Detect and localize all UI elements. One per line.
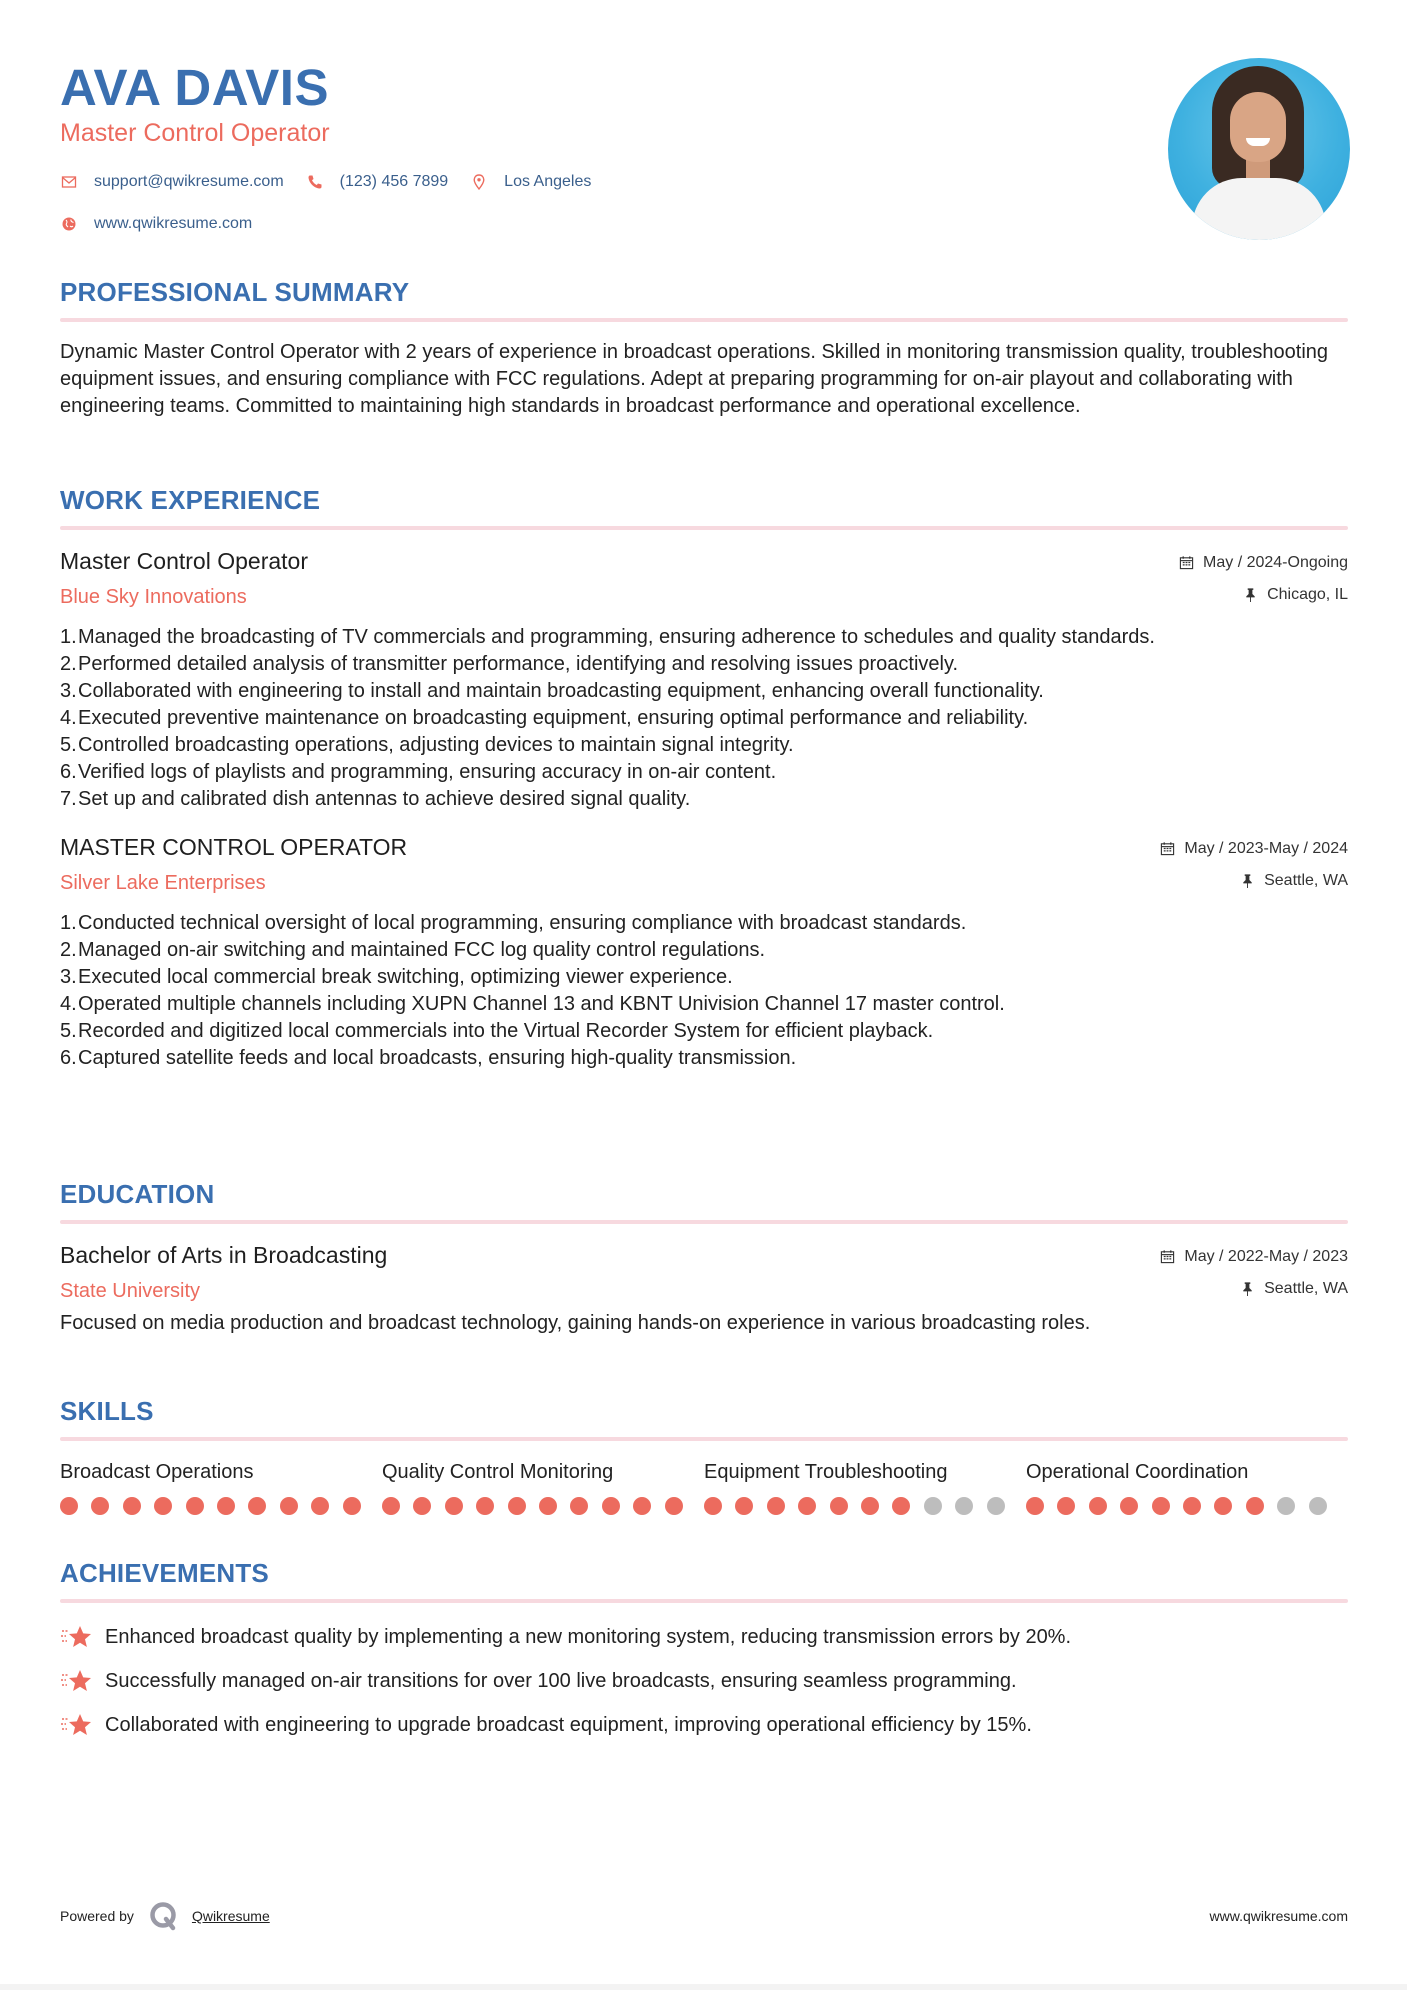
- rating-dot-filled: [602, 1497, 620, 1515]
- job-location: Seattle, WA: [1160, 870, 1348, 892]
- rating-dot-filled: [1183, 1497, 1201, 1515]
- contact-phone[interactable]: [306, 173, 449, 191]
- rating-dot-filled: [445, 1497, 463, 1515]
- education-section: [60, 1178, 1348, 1337]
- phone-text[interactable]: (123) 456 7899: [339, 173, 449, 190]
- rating-dot-filled: [1152, 1497, 1170, 1515]
- achievement-item: Collaborated with engineering to upgrade broadcast equipment, improving operational efficiency by 15%.: [60, 1703, 1348, 1747]
- globe-icon: [60, 215, 78, 233]
- pushpin-icon: [1240, 1281, 1256, 1297]
- skills-section: [60, 1395, 1348, 1515]
- rating-dot-filled: [1089, 1497, 1107, 1515]
- rating-dot-filled: [154, 1497, 172, 1515]
- calendar-icon: [1160, 841, 1176, 857]
- rating-dot-filled: [311, 1497, 329, 1515]
- rating-dot-filled: [704, 1497, 722, 1515]
- qwikresume-link[interactable]: Qwikresume: [191, 1908, 270, 1924]
- rating-dot-empty: [1309, 1497, 1327, 1515]
- summary-text: Dynamic Master Control Operator with 2 years of experience in broadcast operations. Skilled in monitoring transmission quality, troubleshooting equipment issues, and ensuring compliance with FCC regulations. Adept at preparing programming for on-air playout and collaborating with engineering teams. Committed to maintaining high standards in broadcast performance and operational excellence.: [60, 341, 1329, 417]
- skills-grid: [60, 1459, 1348, 1515]
- location-text: Los Angeles: [504, 173, 592, 190]
- map-pin-icon: [470, 173, 488, 191]
- achievement-item: Enhanced broadcast quality by implementing a new monitoring system, reducing transmission errors by 20%.: [60, 1615, 1348, 1659]
- job-bullets: [60, 624, 1348, 813]
- rating-dot-filled: [280, 1497, 298, 1515]
- rating-dot-empty: [1277, 1497, 1295, 1515]
- skill-item: [704, 1459, 1026, 1515]
- skill-name: Equipment Troubleshooting: [704, 1461, 948, 1483]
- rating-dot-filled: [570, 1497, 588, 1515]
- rating-dot-empty: [955, 1497, 973, 1515]
- job-location: Chicago, IL: [1179, 584, 1348, 606]
- pushpin-icon: [1243, 587, 1259, 603]
- rating-dot-filled: [123, 1497, 141, 1515]
- star-icon: [60, 1623, 94, 1651]
- rating-dot-filled: [91, 1497, 109, 1515]
- rating-dot-filled: [343, 1497, 361, 1515]
- page-bottom-edge: [0, 1984, 1407, 1990]
- rating-dot-filled: [1026, 1497, 1044, 1515]
- contact-row: [60, 173, 613, 191]
- list-item: 1. Conducted technical oversight of local programming, ensuring compliance with broadcast standards.: [60, 912, 967, 934]
- section-heading-experience: WORK EXPERIENCE: [60, 485, 321, 515]
- qwikresume-logo-icon: [148, 1900, 180, 1932]
- job-title: MASTER CONTROL OPERATOR: [60, 834, 408, 860]
- job-bullets: [60, 910, 1348, 1072]
- star-icon: [60, 1667, 94, 1695]
- contact-row-website: [60, 215, 274, 233]
- section-divider: [60, 1599, 1348, 1603]
- rating-dot-filled: [186, 1497, 204, 1515]
- rating-dot-filled: [539, 1497, 557, 1515]
- powered-by: [60, 1896, 270, 1936]
- rating-dot-filled: [1057, 1497, 1075, 1515]
- list-item: 4. Operated multiple channels including XUPN Channel 13 and KBNT Univision Channel 17 master control.: [60, 993, 1005, 1015]
- list-item: 7. Set up and calibrated dish antennas to achieve desired signal quality.: [60, 788, 691, 810]
- email-text[interactable]: support@qwikresume.com: [94, 173, 284, 190]
- rating-dot-filled: [633, 1497, 651, 1515]
- section-heading-skills: SKILLS: [60, 1396, 154, 1426]
- list-item: 6. Captured satellite feeds and local broadcasts, ensuring high-quality transmission.: [60, 1047, 797, 1069]
- rating-dot-empty: [924, 1497, 942, 1515]
- summary-section: [60, 276, 1348, 420]
- job-meta: [1179, 552, 1348, 606]
- profile-photo: [1168, 58, 1350, 240]
- rating-dot-filled: [665, 1497, 683, 1515]
- phone-icon: [306, 173, 324, 191]
- rating-dot-filled: [60, 1497, 78, 1515]
- achievement-item: Successfully managed on-air transitions for over 100 live broadcasts, ensuring seamless programming.: [60, 1659, 1348, 1703]
- footer-website[interactable]: www.qwikresume.com: [1209, 1908, 1348, 1924]
- skill-name: Quality Control Monitoring: [382, 1461, 614, 1483]
- rating-dot-filled: [1120, 1497, 1138, 1515]
- section-divider: [60, 318, 1348, 322]
- job-company: Blue Sky Innovations: [60, 586, 247, 608]
- achievements-section: [60, 1557, 1348, 1747]
- skill-item: [1026, 1459, 1348, 1515]
- rating-dot-filled: [830, 1497, 848, 1515]
- job-dates: May / 2023-May / 2024: [1160, 838, 1348, 860]
- section-heading-achievements: ACHIEVEMENTS: [60, 1558, 269, 1588]
- section-divider: [60, 1437, 1348, 1441]
- list-item: 1. Managed the broadcasting of TV commercials and programming, ensuring adherence to schedules and quality standards.: [60, 626, 1155, 648]
- section-divider: [60, 1220, 1348, 1224]
- skill-name: Broadcast Operations: [60, 1461, 254, 1483]
- candidate-name: AVA DAVIS: [60, 59, 329, 116]
- rating-dot-filled: [767, 1497, 785, 1515]
- skill-rating: [60, 1497, 382, 1515]
- experience-section: [60, 484, 1348, 1072]
- rating-dot-filled: [508, 1497, 526, 1515]
- rating-dot-filled: [798, 1497, 816, 1515]
- calendar-icon: [1179, 555, 1195, 571]
- rating-dot-filled: [861, 1497, 879, 1515]
- skill-item: [382, 1459, 704, 1515]
- rating-dot-filled: [1246, 1497, 1264, 1515]
- rating-dot-filled: [248, 1497, 266, 1515]
- education-description: Focused on media production and broadcast technology, gaining hands-on experience in various broadcasting roles.: [60, 1312, 1091, 1334]
- section-divider: [60, 526, 1348, 530]
- contact-website[interactable]: [60, 215, 252, 233]
- list-item: 2. Performed detailed analysis of transmitter performance, identifying and resolving issues proactively.: [60, 653, 959, 675]
- rating-dot-filled: [892, 1497, 910, 1515]
- rating-dot-empty: [987, 1497, 1005, 1515]
- page-footer: [60, 1896, 1348, 1936]
- education-entry: [60, 1240, 1348, 1337]
- education-dates: May / 2022-May / 2023: [1160, 1246, 1348, 1268]
- calendar-icon: [1160, 1249, 1176, 1265]
- rating-dot-filled: [476, 1497, 494, 1515]
- website-text[interactable]: www.qwikresume.com: [94, 215, 253, 232]
- degree-title: Bachelor of Arts in Broadcasting: [60, 1242, 388, 1268]
- resume-page: [60, 0, 1348, 1736]
- education-meta: [1160, 1246, 1348, 1300]
- skill-item: [60, 1459, 382, 1515]
- contact-email[interactable]: [60, 173, 284, 191]
- achievements-list: [60, 1615, 1348, 1747]
- list-item: 5. Controlled broadcasting operations, adjusting devices to maintain signal integrity.: [60, 734, 794, 756]
- list-item: 6. Verified logs of playlists and programming, ensuring accuracy in on-air content.: [60, 761, 777, 783]
- job-title: Master Control Operator: [60, 548, 308, 574]
- rating-dot-filled: [382, 1497, 400, 1515]
- contact-location: [470, 173, 591, 191]
- skill-rating: [704, 1497, 1026, 1515]
- rating-dot-filled: [735, 1497, 753, 1515]
- education-location: Seattle, WA: [1160, 1278, 1348, 1300]
- rating-dot-filled: [1214, 1497, 1232, 1515]
- skill-rating: [382, 1497, 704, 1515]
- job-company: Silver Lake Enterprises: [60, 872, 266, 894]
- job-dates: May / 2024-Ongoing: [1179, 552, 1348, 574]
- school-name: State University: [60, 1280, 201, 1302]
- list-item: 5. Recorded and digitized local commercials into the Virtual Recorder System for efficient playback.: [60, 1020, 934, 1042]
- rating-dot-filled: [413, 1497, 431, 1515]
- job-entry: [60, 832, 1348, 1072]
- rating-dot-filled: [217, 1497, 235, 1515]
- envelope-icon: [60, 173, 78, 191]
- list-item: 2. Managed on-air switching and maintained FCC log quality control regulations.: [60, 939, 766, 961]
- job-entry: [60, 546, 1348, 813]
- list-item: 3. Executed local commercial break switching, optimizing viewer experience.: [60, 966, 733, 988]
- pushpin-icon: [1240, 873, 1256, 889]
- section-heading-summary: PROFESSIONAL SUMMARY: [60, 277, 410, 307]
- list-item: 3. Collaborated with engineering to install and maintain broadcasting equipment, enhancing overall functionality.: [60, 680, 1044, 702]
- resume-header: [60, 0, 1348, 250]
- star-icon: [60, 1711, 94, 1739]
- list-item: 4. Executed preventive maintenance on broadcasting equipment, ensuring optimal performance and reliability.: [60, 707, 1029, 729]
- skill-name: Operational Coordination: [1026, 1461, 1249, 1483]
- skill-rating: [1026, 1497, 1348, 1515]
- candidate-title: Master Control Operator: [60, 119, 330, 147]
- job-meta: [1160, 838, 1348, 892]
- section-heading-education: EDUCATION: [60, 1179, 215, 1209]
- powered-by-label: Powered by: [60, 1908, 134, 1924]
